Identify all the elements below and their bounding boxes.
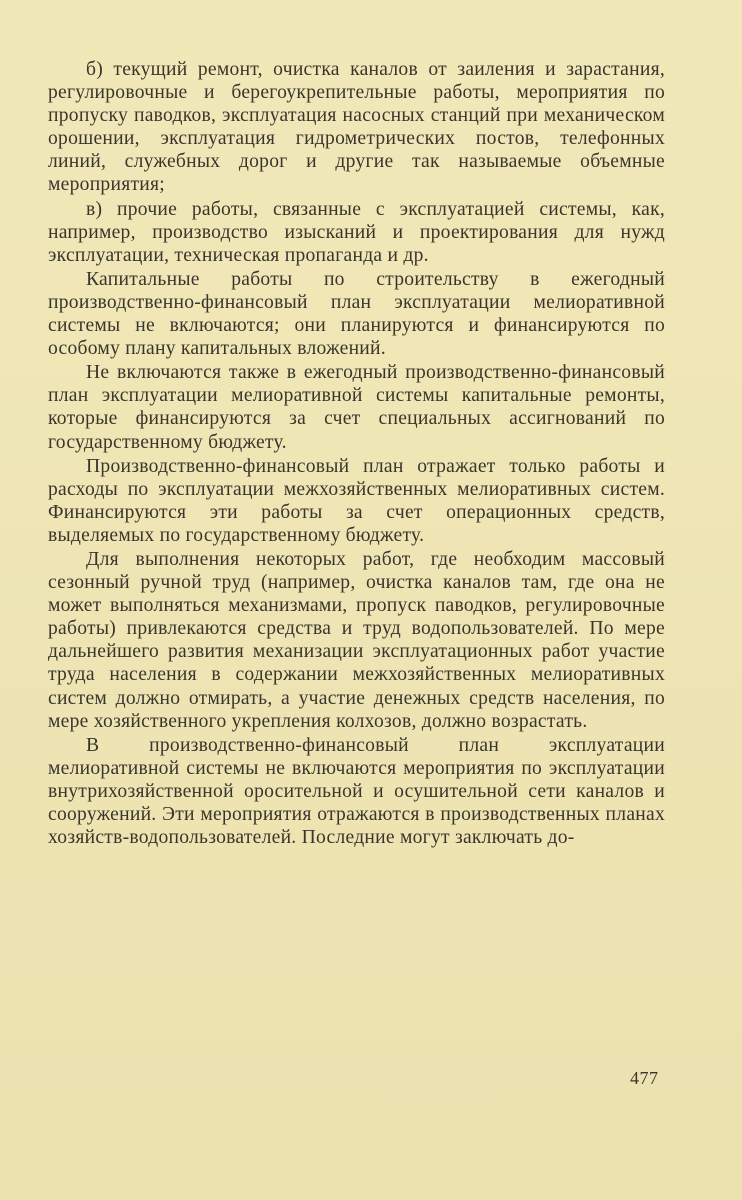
paragraph-capital-repairs: Не включаются также в ежегодный производственно-финансовый план эксплуатации мелиоративной системы капитальные ремонты, которые финансируются за счет специальных ассигнований по государственному бюджету. [48,362,665,453]
page-number: 477 [630,1068,659,1088]
paragraph-item-v: в) прочие работы, связанные с эксплуатацией системы, как, например, производство изысканий и проектирования для нужд эксплуатации, техническая пропаганда и др. [48,198,665,266]
paragraph-seasonal-labor: Для выполнения некоторых работ, где необходим массовый сезонный ручной труд (например, очистка каналов там, где она не может выполняться механизмами, пропуск паводков, регулировочные работы) привлекаются средства и труд водопользователей. По мере дальнейшего развития механизации эксплуатационных работ участие труда населения в содержании межхозяйственных мелиоративных систем должно отмирать, а участие денежных средств населения, по мере хозяйственного укрепления колхозов, должно возрастать. [48,548,665,732]
paragraph-internal-network: В производственно-финансовый план эксплуатации мелиоративной системы не включаются мероприятия по эксплуатации внутрихозяйственной оросительной и осушительной сети каналов и сооружений. Эти мероприятия отражаются в производственных планах хозяйств-водопользователей. Последние могут заключать до- [48,734,665,849]
paragraph-capital-works: Капитальные работы по строительству в ежегодный производственно-финансовый план эксплуатации мелиоративной системы не включаются; они планируются и финансируются по особому плану капитальных вложений. [48,268,665,360]
paragraph-item-b: б) текущий ремонт, очистка каналов от заиления и зарастания, регулировочные и берегоукрепительные работы, мероприятия по пропуску паводков, эксплуатация насосных станций при механическом орошении, эксплуатация гидрометрических постов, телефонных линий, служебных дорог и другие так называемые объемные мероприятия; [48,59,665,196]
body-text [48,58,665,850]
paragraph-plan-scope: Производственно-финансовый план отражает только работы и расходы по эксплуатации межхозяйственных мелиоративных систем. Финансируются эти работы за счет операционных средств, выделяемых по государственному бюджету. [48,455,665,546]
